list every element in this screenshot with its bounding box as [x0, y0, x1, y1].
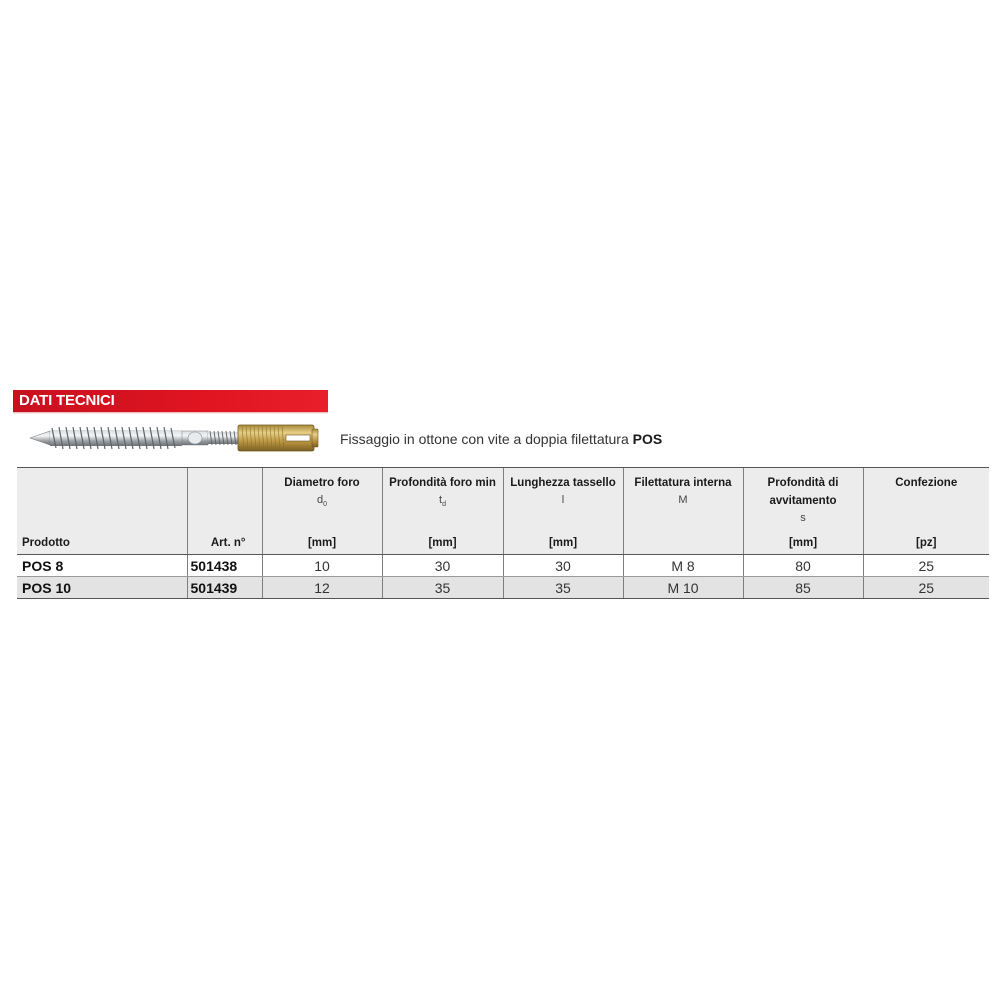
cell-prodotto: POS 8: [17, 555, 187, 577]
cell-filettatura: M 10: [623, 577, 743, 599]
header-lunghezza: [503, 468, 623, 555]
cell-lunghezza: 35: [503, 577, 623, 599]
header-confezione: [863, 468, 989, 555]
caption-product-code: POS: [632, 431, 663, 447]
header-prodotto-label: Prodotto: [22, 537, 70, 549]
header-lunghezza-label: Lunghezza tassello: [510, 477, 616, 489]
header-confezione-unit: [pz]: [916, 537, 937, 549]
header-avvitamento-symbol: s: [800, 512, 806, 524]
cell-avvitamento: 80: [743, 555, 863, 577]
cell-confezione: 25: [863, 577, 989, 599]
header-avvitamento: [743, 468, 863, 555]
header-diametro: [262, 468, 382, 555]
cell-art: 501438: [187, 555, 262, 577]
table-row: [17, 555, 989, 577]
header-lunghezza-unit: [mm]: [548, 537, 578, 549]
cell-filettatura: M 8: [623, 555, 743, 577]
header-avvitamento-unit: [mm]: [788, 537, 818, 549]
header-lunghezza-symbol: l: [561, 494, 565, 506]
cell-lunghezza: 30: [503, 555, 623, 577]
cell-prodotto: POS 10: [17, 577, 187, 599]
product-caption: [340, 430, 662, 448]
cell-avvitamento: 85: [743, 577, 863, 599]
cell-confezione: 25: [863, 555, 989, 577]
brass-anchor-screw-image: [28, 420, 320, 456]
table-header-row: [17, 468, 989, 555]
header-diametro-unit: [mm]: [307, 537, 337, 549]
header-profondita: [382, 468, 503, 555]
header-avvitamento-label: Profondità di avvitamento: [767, 477, 839, 507]
cell-diametro: 12: [262, 577, 382, 599]
header-profondita-label: Profondità foro min: [389, 477, 496, 489]
header-diametro-symbol: $d_0$: [316, 494, 328, 509]
header-diametro-label: Diametro foro: [284, 477, 360, 489]
caption-text: Fissaggio in ottone con vite a doppia filettatura: [340, 431, 633, 447]
cell-profondita: 30: [382, 555, 503, 577]
cell-profondita: 35: [382, 577, 503, 599]
section-header-shadow: [13, 412, 328, 414]
header-art-label: Art. n°: [210, 537, 246, 549]
section-title: DATI TECNICI: [19, 392, 115, 409]
table-row: [17, 577, 989, 599]
header-profondita-symbol: $t_d$: [439, 494, 446, 509]
header-filettatura-label: Filettatura interna: [634, 477, 732, 489]
header-confezione-label: Confezione: [895, 477, 958, 489]
header-prodotto: [17, 468, 187, 555]
header-profondita-unit: [mm]: [428, 537, 457, 549]
header-art: [187, 468, 262, 555]
header-filettatura-symbol: M: [678, 494, 688, 506]
cell-art: 501439: [187, 577, 262, 599]
technical-data-table: [17, 467, 989, 599]
cell-diametro: 10: [262, 555, 382, 577]
header-filettatura: [623, 468, 743, 555]
